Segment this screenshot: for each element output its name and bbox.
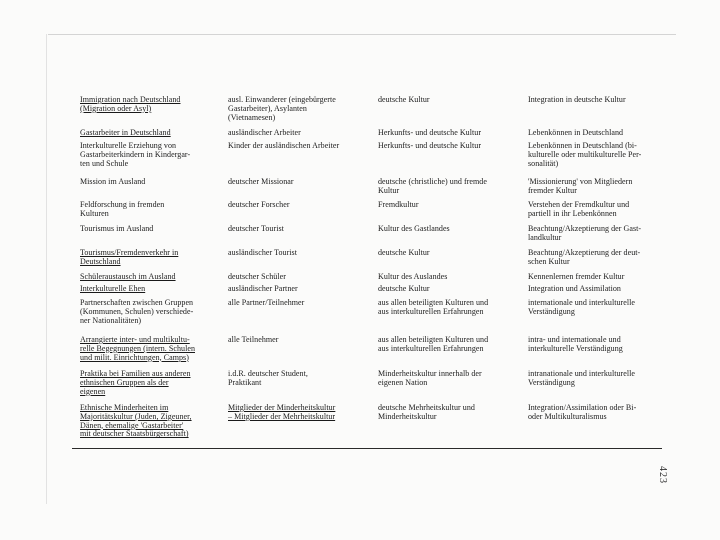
page-left-edge (46, 34, 47, 504)
table-bottom-rule (72, 448, 662, 449)
participant-cell: deutscher Forscher (228, 200, 290, 209)
situation-cell: Partnerschaften zwischen Gruppen (Kommunen, Schulen) verschiede- ner Nationalitäten) (80, 298, 194, 325)
participant-cell: deutscher Schüler (228, 272, 286, 281)
culture-cell: deutsche Mehrheitskultur und Minderheitskultur (378, 403, 475, 421)
culture-cell: Kultur des Auslandes (378, 272, 448, 281)
goal-cell: Integration und Assimilation (528, 284, 621, 293)
culture-cell: Herkunfts- und deutsche Kultur (378, 128, 482, 137)
situation-cell: Schüleraustausch im Ausland (80, 272, 176, 281)
culture-cell: aus allen beteiligten Kulturen und aus interkulturellen Erfahrungen (378, 335, 489, 353)
participant-cell: ausländischer Tourist (228, 248, 297, 257)
participant-cell: i.d.R. deutscher Student, Praktikant (228, 369, 308, 387)
goal-cell: intranationale und interkulturelle Verständigung (528, 369, 635, 387)
culture-cell: Minderheitskultur innerhalb der eigenen Nation (378, 369, 482, 387)
situation-cell: Interkulturelle Erziehung von Gastarbeiterkindern in Kindergar- ten und Schule (80, 141, 191, 168)
situation-cell: Gastarbeiter in Deutschland (80, 128, 171, 137)
page-number: 423 (657, 466, 668, 484)
participant-cell: Kinder der ausländischen Arbeiter (228, 141, 340, 150)
situation-cell: Feldforschung in fremden Kulturen (80, 200, 165, 218)
goal-cell: Integration in deutsche Kultur (528, 95, 626, 104)
participant-cell: ausländischer Arbeiter (228, 128, 301, 137)
goal-cell: Beachtung/Akzeptierung der Gast- landkultur (528, 224, 642, 242)
culture-cell: deutsche Kultur (378, 248, 430, 257)
participant-cell: alle Partner/Teilnehmer (228, 298, 305, 307)
participant-cell: ausl. Einwanderer (eingebürgerte Gastarbeiter), Asylanten (Vietnamesen) (228, 95, 336, 122)
goal-cell: 'Missionierung' von Mitgliedern fremder Kultur (528, 177, 633, 195)
goal-cell: Verstehen der Fremdkultur und partiell in ihr Lebenkönnen (528, 200, 630, 218)
participant-cell: ausländischer Partner (228, 284, 298, 293)
participant-cell: Mitglieder der Minderheitskultur – Mitglieder der Mehrheitskultur (228, 403, 336, 421)
culture-cell: deutsche Kultur (378, 95, 430, 104)
goal-cell: Lebenkönnen in Deutschland (528, 128, 624, 137)
participant-cell: deutscher Tourist (228, 224, 284, 233)
situation-cell: Arrangierte inter- und multikultu- relle Begegnungen (intern. Schulen und milit. Einrichtungen, Camps) (80, 335, 195, 362)
situation-cell: Mission im Ausland (80, 177, 146, 186)
situation-cell: Tourismus im Ausland (80, 224, 154, 233)
culture-cell: deutsche (christliche) und fremde Kultur (378, 177, 487, 195)
situation-cell: Interkulturelle Ehen (80, 284, 146, 293)
goal-cell: Lebenkönnen in Deutschland (bi- kulturelle oder multikulturelle Per- sonalität) (528, 141, 642, 168)
culture-cell: Fremdkultur (378, 200, 419, 209)
participant-cell: deutscher Missionar (228, 177, 294, 186)
goal-cell: internationale und interkulturelle Verständigung (528, 298, 635, 316)
page-top-edge (48, 34, 676, 35)
situation-cell: Praktika bei Familien aus anderen ethnischen Gruppen als der eigenen (80, 369, 191, 396)
goal-cell: Beachtung/Akzeptierung der deut- schen Kultur (528, 248, 641, 266)
culture-cell: deutsche Kultur (378, 284, 430, 293)
goal-cell: Kennenlernen fremder Kultur (528, 272, 625, 281)
participant-cell: alle Teilnehmer (228, 335, 279, 344)
culture-cell: Herkunfts- und deutsche Kultur (378, 141, 482, 150)
goal-cell: intra- und internationale und interkulturelle Verständigung (528, 335, 623, 353)
situation-cell: Immigration nach Deutschland (Migration oder Asyl) (80, 95, 181, 113)
culture-cell: Kultur des Gastlandes (378, 224, 450, 233)
goal-cell: Integration/Assimilation oder Bi- oder Multikulturalismus (528, 403, 637, 421)
situation-cell: Tourismus/Fremdenverkehr in Deutschland (80, 248, 179, 266)
situation-cell: Ethnische Minderheiten im Majoritätskultur (Juden, Zigeuner, Dänen, ehemalige 'Gastarbeiter' mit deutscher Staatsbürgerschaft) (80, 403, 192, 439)
culture-cell: aus allen beteiligten Kulturen und aus interkulturellen Erfahrungen (378, 298, 489, 316)
